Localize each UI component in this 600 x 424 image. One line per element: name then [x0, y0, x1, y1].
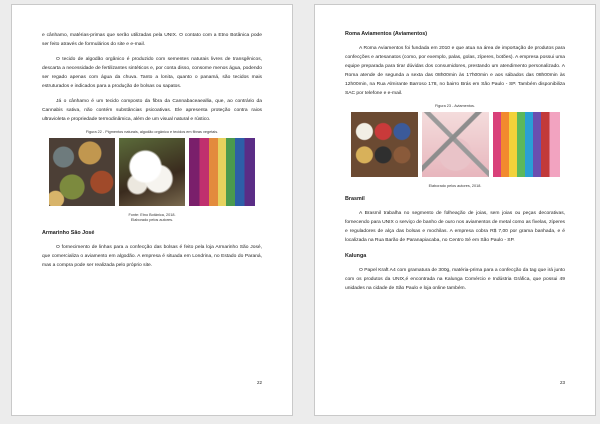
- figure-photos: [345, 112, 565, 177]
- paragraph: O Papel Kraft A4 com gramatura de 300g, matéria-prima para a confecção da tag que irá junto com os produtos da UNIX,é encontrada na Kalunga Comércio e Indústria Gráfica, que possui 49 unidades na cidade de São Paulo e loja online também.: [345, 268, 565, 291]
- figure-caption: Figura 23 - Aviamentos.: [434, 104, 476, 108]
- cotton-photo: [119, 138, 185, 206]
- section-heading: Roma Aviamentos (Aviamentos): [345, 31, 428, 37]
- thread-spools-photo: [351, 112, 418, 177]
- right-page-content: [345, 31, 565, 299]
- figure-caption: Figura 22 - Pigmentos naturais, algodão orgânico e tecidos em fibras vegetais.: [85, 130, 219, 134]
- paragraph: O tecido de algodão orgânico é produzido com sementes naturais livres de transgênicos, descarta a necessidade de fertilizantes sintéticos e, por conta disso, consome menos água, podendo ser regado apenas com água da chuva. Tanto a lonita, quanto o panamá, são tecidos mais estruturados e indicados para a produção de bolsas ou sapatos.: [42, 57, 262, 89]
- section-heading: Brasmil: [345, 196, 365, 202]
- figure-photos: [42, 138, 262, 206]
- paragraph: O fornecimento de linhas para a confecção das bolsas é feito pela loja Armarinho São José, que comercializa o aviamento em algodão. A empresa é situada em Londrina, no Estado do Paraná, mas a compra pode ser realizada pelo próprio site.: [42, 245, 262, 268]
- figure-source: Fonte: Etno Botânica, 2018.: [128, 213, 176, 217]
- section-heading: Kalunga: [345, 253, 367, 259]
- left-page-content: [42, 31, 262, 276]
- paragraph: A Roma Aviamentos foi fundada em 2010 e que atua na área de importação de produtos para confecções e artesanatos (como, por exemplo, palas, golas, zíperes, botões). A empresa possui uma equipe preparada para tirar dúvidas dos consumidores, prestando um atendimento personalizado. A Roma atende de segunda a sexta das 08h00min às 17h00min e aos sábados das 08h00min às 12h00min, na Rua Almirante Barroso 178, no bairro Brás em São Paulo - SP. Também disponibiliza SAC por telefone e e-mail.: [345, 46, 565, 96]
- page-number: 23: [559, 380, 565, 385]
- paragraph: e cânhamo, matérias-primas que serão utilizadas pela UNIX. O contato com a Etno Botânica pode ser feito através de formulários do site e e-mail.: [42, 33, 262, 47]
- figure-credit: Elaborado pelos autores.: [130, 218, 174, 222]
- right-page: [314, 4, 596, 416]
- scissors-photo: [422, 112, 489, 177]
- fabrics-photo: [189, 138, 255, 206]
- paragraph: A Brasmil trabalha no segmento de folheação de joias, sem joias ou peças decorativas, fornecendo para UNIX o serviço de banho de ouro nos aviamentos de metal como as fivelas, zíperes e reguladores de alça das bolsas e mochilas. A empresa cobra R$ 7,00 por grama banhada, e é localizada na Rua Barão de Paranapiacaba, no Centro Sé em São Paulo - SP.: [345, 211, 565, 243]
- page-number: 22: [256, 380, 262, 385]
- pigments-photo: [49, 138, 115, 206]
- left-page: [11, 4, 293, 416]
- figure-source: Elaborado pelos autores, 2018.: [428, 184, 482, 188]
- section-heading: Armarinho São José: [42, 230, 95, 236]
- zippers-photo: [493, 112, 560, 177]
- paragraph: Já o cânhamo é um tecido composto da fibra da Cannabaceaeallia, que, ao contrário da Cannabis sativa, não contém substâncias psicoativas. Ele apresenta proteção contra raios ultravioleta e propriedade termodinâmica, além de um visual natural e rústico.: [42, 99, 262, 122]
